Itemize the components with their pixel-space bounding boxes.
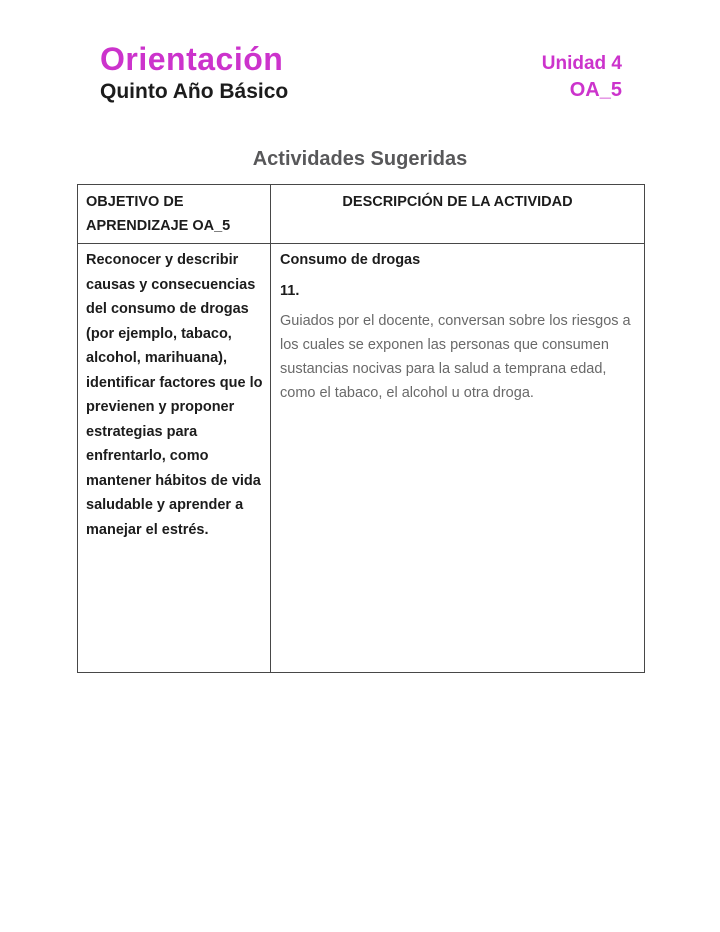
table-body-row [78, 244, 645, 673]
activities-table [77, 184, 645, 673]
table-header-row [78, 185, 645, 244]
description-header-cell: DESCRIPCIÓN DE LA ACTIVIDAD [271, 185, 645, 244]
oa-code-label: OA_5 [569, 79, 622, 101]
activity-cell [271, 244, 645, 673]
grade-subtitle: Quinto Año Básico [100, 80, 289, 103]
unit-label: Unidad 4 [541, 53, 622, 74]
activity-heading: Consumo de drogas [280, 252, 421, 268]
activity-description: Guiados por el docente, conversan sobre los riesgos a los cuales se exponen las personas que consumen sustancias nocivas para la salud a temprana edad, como el tabaco, el alcohol u otra droga. [280, 313, 631, 401]
objective-header-cell: OBJETIVO DE APRENDIZAJE OA_5 [78, 185, 271, 244]
subject-title: Orientación [100, 41, 284, 77]
objective-cell: Reconocer y describir causas y consecuencias del consumo de drogas (por ejemplo, tabaco, alcohol, marihuana), identificar factores que lo previenen y proponer estrategias para enfrentarlo, como mantener hábitos de vida saludable y aprender a manejar el estrés. [78, 244, 271, 673]
unit-block [542, 52, 622, 102]
section-title: Actividades Sugeridas [252, 148, 468, 170]
activity-number: 11. [280, 283, 300, 299]
